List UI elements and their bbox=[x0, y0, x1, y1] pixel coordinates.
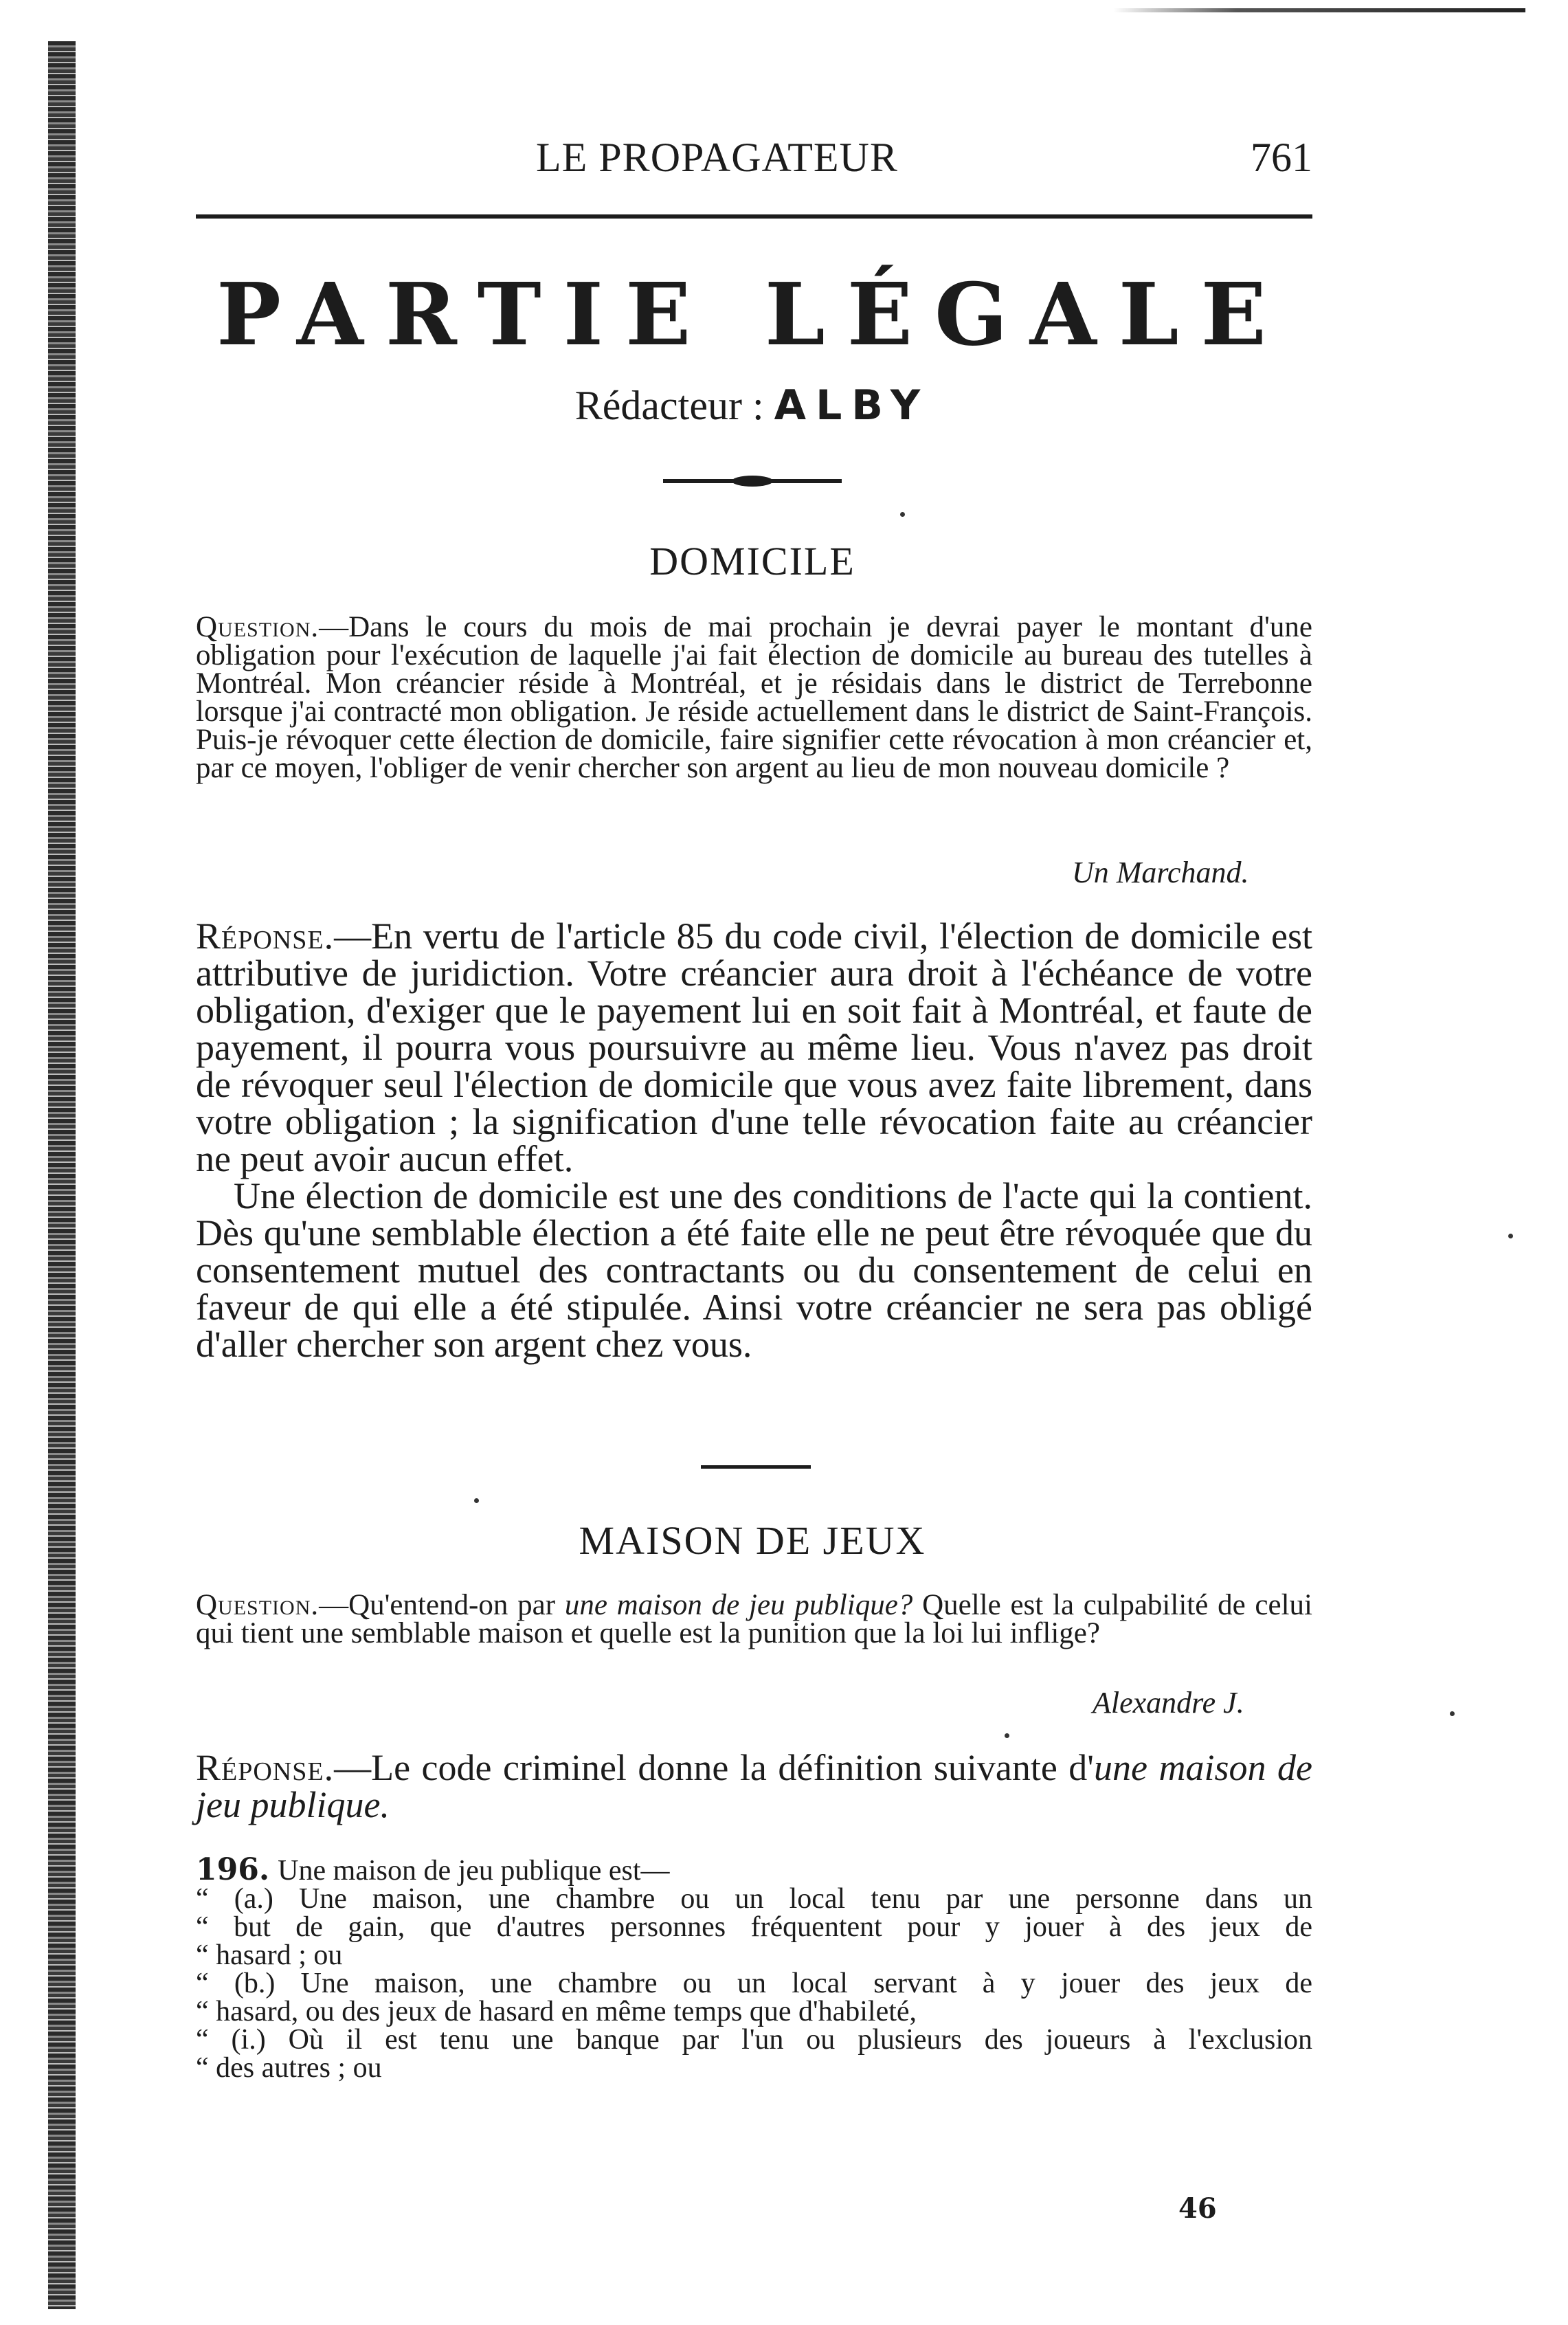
article-line: “ hasard ; ou bbox=[196, 1939, 343, 1971]
question-text: —Dans le cours du mois de mai prochain je devrai payer le montant d'une obligation pour l'exécution de laquelle j'ai fait élection de domicile au bureau des tutelles à Montréal. Mon créancier réside à Montréal, et je résidais dans le district de Terrebonne lorsque j'ai contracté mon obligation. Je réside actuellement dans le district de Saint-François. Puis-je révoquer cette élection de domicile, faire signifier cette révocation à mon créancier et, par ce moyen, l'obliger de venir chercher son argent au lieu de mon nouveau domicile ? bbox=[196, 611, 1312, 784]
article-line: “ (i.) Où il est tenu une banque par l'un ou plusieurs des joueurs à l'exclusion bbox=[196, 2024, 1312, 2056]
scan-mark bbox=[1113, 8, 1525, 12]
answer-text: —Le code criminel donne la définition suivante d' bbox=[334, 1747, 1095, 1788]
article-line: “ but de gain, que d'autres personnes fréquentent pour y jouer à des jeux de bbox=[196, 1911, 1312, 1943]
answer-domicile bbox=[196, 917, 1312, 1454]
answer-text: —En vertu de l'article 85 du code civil, l'élection de domicile est attributive de juridiction. Votre créancier aura droit à l'échéance de votre obligation, d'exiger que le payement lui en soit fait à Montréal, et faute de payement, il pourra vous poursuivre au même lieu. Vous n'avez pas droit de révoquer seul l'élection de domicile que vous avez faite librement, dans votre obligation ; la signification d'une telle révocation faite au créancier ne peut avoir aucun effet. bbox=[196, 915, 1312, 1179]
running-header bbox=[192, 134, 1312, 182]
question-text: —Qu'entend-on par bbox=[319, 1589, 565, 1621]
question-maison-de-jeux bbox=[196, 1591, 1312, 1694]
article-line: “ des autres ; ou bbox=[196, 2052, 382, 2084]
editor-line bbox=[192, 381, 1312, 430]
answer-term: une maison de jeu publique. bbox=[196, 1747, 1313, 1825]
article-line: “ (b.) Une maison, une chambre ou un local servant à y jouer des jeux de bbox=[196, 1968, 1312, 1999]
article-intro bbox=[196, 1852, 670, 1887]
scan-speck bbox=[900, 512, 905, 517]
answer-label: Réponse. bbox=[196, 915, 335, 957]
scan-speck bbox=[1005, 1733, 1009, 1738]
page-binding-edge bbox=[48, 41, 76, 2309]
page-number: 761 bbox=[1251, 135, 1312, 180]
answer-maison-de-jeux bbox=[196, 1749, 1312, 1838]
section-title: PARTIE LÉGALE bbox=[216, 265, 1288, 365]
question-label: Question. bbox=[196, 611, 320, 643]
scan-speck bbox=[1508, 1234, 1513, 1238]
signature-mark: 46 bbox=[1178, 2192, 1217, 2225]
article-number: 196. bbox=[196, 1852, 270, 1887]
answer-paragraph: Une élection de domicile est une des conditions de l'acte qui la contient. Dès qu'une semblable élection a été faite elle ne peut être révoquée que du consentement mutuel des contractants ou du consentement de celui en faveur de qui elle a été stipulée. Ainsi votre créancier ne sera pas obligé d'aller chercher son argent chez vous. bbox=[196, 1175, 1312, 1365]
scan-speck bbox=[474, 1498, 479, 1503]
question-domicile bbox=[196, 613, 1312, 840]
question-signature: Un Marchand. bbox=[1072, 856, 1249, 889]
answer-label: Réponse. bbox=[196, 1747, 335, 1788]
answer-paragraph bbox=[196, 917, 1312, 1177]
answer-paragraph bbox=[196, 1749, 1312, 1823]
article-line: “ hasard, ou des jeux de hasard en même temps que d'habileté, bbox=[196, 1996, 917, 2027]
article-lines bbox=[196, 1885, 1312, 2082]
code-article-196 bbox=[196, 1852, 1312, 2144]
question-term: une maison de jeu publique? bbox=[564, 1589, 913, 1621]
article-line: “ (a.) Une maison, une chambre ou un local tenu par une personne dans un bbox=[196, 1883, 1312, 1915]
header-rule bbox=[196, 214, 1312, 219]
editor-prefix: Rédacteur : bbox=[574, 383, 764, 428]
question-text: Quelle est la culpabilité de celui qui tient une semblable maison et quelle est la punition que la loi lui inflige? bbox=[196, 1589, 1312, 1649]
scan-speck bbox=[1450, 1711, 1455, 1716]
article-heading-maison-de-jeux: MAISON DE JEUX bbox=[579, 1518, 926, 1563]
question-signature: Alexandre J. bbox=[1093, 1686, 1244, 1720]
running-title: LE PROPAGATEUR bbox=[536, 135, 898, 180]
article-intro-text: Une maison de jeu publique est— bbox=[278, 1855, 670, 1887]
article-heading-domicile: DOMICILE bbox=[649, 539, 855, 583]
ornament-rule bbox=[663, 479, 842, 483]
editor-name: ALBY bbox=[774, 381, 930, 430]
question-label: Question. bbox=[196, 1589, 320, 1621]
separator-rule bbox=[701, 1465, 811, 1469]
